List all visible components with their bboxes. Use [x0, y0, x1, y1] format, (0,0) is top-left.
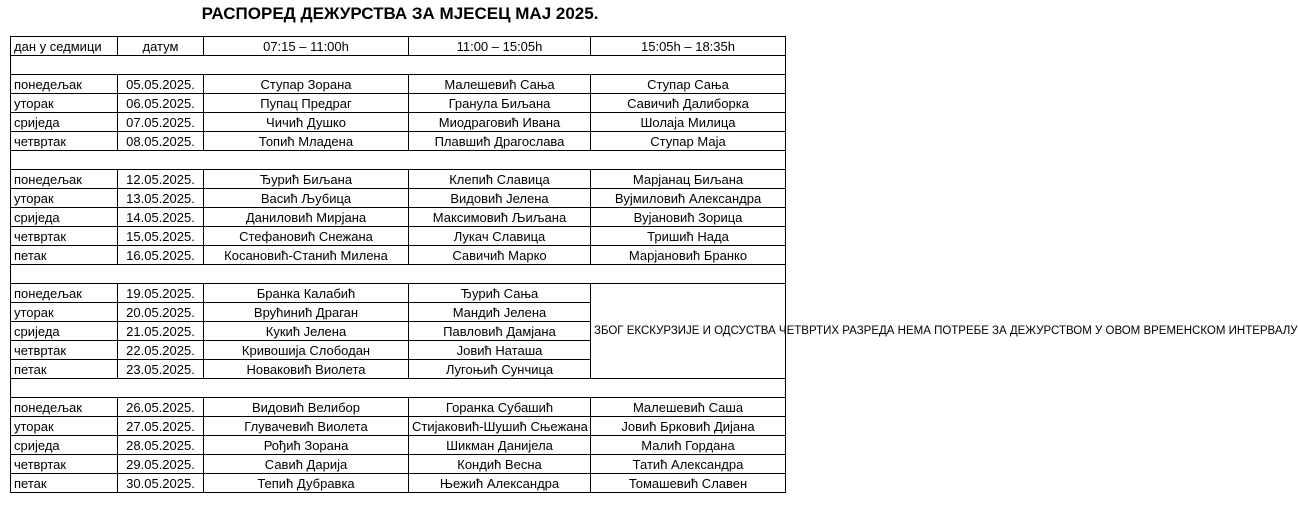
day-cell: уторак [11, 94, 118, 113]
day-cell: понедељак [11, 398, 118, 417]
shift-1-cell: Чичић Душко [204, 113, 409, 132]
day-cell: понедељак [11, 75, 118, 94]
shift-2-cell: Мандић Јелена [409, 303, 591, 322]
date-cell: 26.05.2025. [118, 398, 204, 417]
header-day: дан у седмици [11, 37, 118, 56]
shift-2-cell: Максимовић Љиљана [409, 208, 591, 227]
date-cell: 07.05.2025. [118, 113, 204, 132]
excursion-note: ЗБОГ ЕКСКУРЗИЈЕ И ОДСУСТВА ЧЕТВРТИХ РАЗРЕДА НЕМА ПОТРЕБЕ ЗА ДЕЖУРСТВОМ У ОВОМ ВРЕМЕНСКОМ ИНТЕРВАЛУ [591, 284, 786, 379]
day-cell: сриједа [11, 113, 118, 132]
separator-cell [11, 265, 786, 284]
day-cell: петак [11, 246, 118, 265]
shift-1-cell: Рођић Зорана [204, 436, 409, 455]
date-cell: 06.05.2025. [118, 94, 204, 113]
schedule-row [11, 170, 786, 189]
schedule-row [11, 284, 786, 303]
schedule-row [11, 113, 786, 132]
shift-1-cell: Стефановић Снежана [204, 227, 409, 246]
schedule-row [11, 227, 786, 246]
schedule-row [11, 474, 786, 493]
shift-3-cell: Малешевић Саша [591, 398, 786, 417]
separator-cell [11, 56, 786, 75]
shift-2-cell: Јовић Наташа [409, 341, 591, 360]
header-row [11, 37, 786, 56]
schedule-row [11, 75, 786, 94]
shift-2-cell: Стијаковић-Шушић Сњежана [409, 417, 591, 436]
shift-3-cell: Ступар Маја [591, 132, 786, 151]
schedule-row [11, 436, 786, 455]
date-cell: 20.05.2025. [118, 303, 204, 322]
shift-3-cell: Малић Гордана [591, 436, 786, 455]
date-cell: 12.05.2025. [118, 170, 204, 189]
date-cell: 05.05.2025. [118, 75, 204, 94]
shift-3-cell: Јовић Брковић Дијана [591, 417, 786, 436]
separator-cell [11, 151, 786, 170]
week-separator-row [11, 379, 786, 398]
week-separator-row [11, 265, 786, 284]
day-cell: сриједа [11, 322, 118, 341]
shift-2-cell: Клепић Славица [409, 170, 591, 189]
shift-3-cell: Вујановић Зорица [591, 208, 786, 227]
shift-3-cell: Савичић Далиборка [591, 94, 786, 113]
date-cell: 15.05.2025. [118, 227, 204, 246]
shift-2-cell: Миодраговић Ивана [409, 113, 591, 132]
shift-2-cell: Лукач Славица [409, 227, 591, 246]
date-cell: 14.05.2025. [118, 208, 204, 227]
day-cell: сриједа [11, 436, 118, 455]
shift-3-cell: Томашевић Славен [591, 474, 786, 493]
date-cell: 23.05.2025. [118, 360, 204, 379]
date-cell: 27.05.2025. [118, 417, 204, 436]
shift-3-cell: Тришић Нада [591, 227, 786, 246]
day-cell: петак [11, 474, 118, 493]
day-cell: четвртак [11, 132, 118, 151]
date-cell: 30.05.2025. [118, 474, 204, 493]
shift-2-cell: Горанка Субашић [409, 398, 591, 417]
shift-1-cell: Кривошија Слободан [204, 341, 409, 360]
header-shift-1: 07:15 – 11:00h [204, 37, 409, 56]
shift-1-cell: Ђурић Биљана [204, 170, 409, 189]
day-cell: четвртак [11, 341, 118, 360]
week-separator-row [11, 56, 786, 75]
shift-1-cell: Глувачевић Виолета [204, 417, 409, 436]
shift-1-cell: Видовић Велибор [204, 398, 409, 417]
date-cell: 21.05.2025. [118, 322, 204, 341]
day-cell: сриједа [11, 208, 118, 227]
date-cell: 16.05.2025. [118, 246, 204, 265]
shift-2-cell: Ђурић Сања [409, 284, 591, 303]
shift-1-cell: Пупац Предраг [204, 94, 409, 113]
day-cell: четвртак [11, 455, 118, 474]
shift-2-cell: Кондић Весна [409, 455, 591, 474]
date-cell: 08.05.2025. [118, 132, 204, 151]
shift-1-cell: Врућинић Драган [204, 303, 409, 322]
day-cell: уторак [11, 189, 118, 208]
shift-2-cell: Њежић Александра [409, 474, 591, 493]
schedule-row [11, 417, 786, 436]
day-cell: понедељак [11, 170, 118, 189]
date-cell: 19.05.2025. [118, 284, 204, 303]
shift-3-cell: Шолаја Милица [591, 113, 786, 132]
header-shift-3: 15:05h – 18:35h [591, 37, 786, 56]
day-cell: уторак [11, 417, 118, 436]
shift-2-cell: Павловић Дамјана [409, 322, 591, 341]
shift-1-cell: Косановић-Станић Милена [204, 246, 409, 265]
schedule-row [11, 455, 786, 474]
schedule-row [11, 208, 786, 227]
shift-1-cell: Даниловић Мирјана [204, 208, 409, 227]
shift-3-cell: Марјановић Бранко [591, 246, 786, 265]
shift-2-cell: Шикман Данијела [409, 436, 591, 455]
shift-2-cell: Плавшић Драгослава [409, 132, 591, 151]
shift-1-cell: Ступар Зорана [204, 75, 409, 94]
header-shift-2: 11:00 – 15:05h [409, 37, 591, 56]
week-separator-row [11, 151, 786, 170]
date-cell: 29.05.2025. [118, 455, 204, 474]
shift-1-cell: Топић Младена [204, 132, 409, 151]
shift-1-cell: Бранка Калабић [204, 284, 409, 303]
day-cell: уторак [11, 303, 118, 322]
schedule-row [11, 189, 786, 208]
shift-1-cell: Кукић Јелена [204, 322, 409, 341]
shift-3-cell: Ступар Сања [591, 75, 786, 94]
shift-3-cell: Вујмиловић Александра [591, 189, 786, 208]
schedule-row [11, 246, 786, 265]
shift-1-cell: Тепић Дубравка [204, 474, 409, 493]
separator-cell [11, 379, 786, 398]
shift-2-cell: Малешевић Сања [409, 75, 591, 94]
shift-2-cell: Гранула Биљана [409, 94, 591, 113]
schedule-row [11, 94, 786, 113]
day-cell: петак [11, 360, 118, 379]
shift-1-cell: Новаковић Виолета [204, 360, 409, 379]
shift-2-cell: Савичић Марко [409, 246, 591, 265]
schedule-row [11, 398, 786, 417]
shift-3-cell: Татић Александра [591, 455, 786, 474]
day-cell: понедељак [11, 284, 118, 303]
header-date: датум [118, 37, 204, 56]
shift-3-cell: Марјанац Биљана [591, 170, 786, 189]
date-cell: 22.05.2025. [118, 341, 204, 360]
duty-schedule-table [10, 36, 1298, 493]
shift-1-cell: Савић Дарија [204, 455, 409, 474]
schedule-row [11, 132, 786, 151]
page-title: РАСПОРЕД ДЕЖУРСТВА ЗА МЈЕСЕЦ МАЈ 2025. [201, 4, 599, 23]
shift-1-cell: Васић Љубица [204, 189, 409, 208]
day-cell: четвртак [11, 227, 118, 246]
date-cell: 28.05.2025. [118, 436, 204, 455]
shift-2-cell: Видовић Јелена [409, 189, 591, 208]
shift-2-cell: Лугоњић Сунчица [409, 360, 591, 379]
date-cell: 13.05.2025. [118, 189, 204, 208]
schedule-body [11, 56, 1298, 493]
